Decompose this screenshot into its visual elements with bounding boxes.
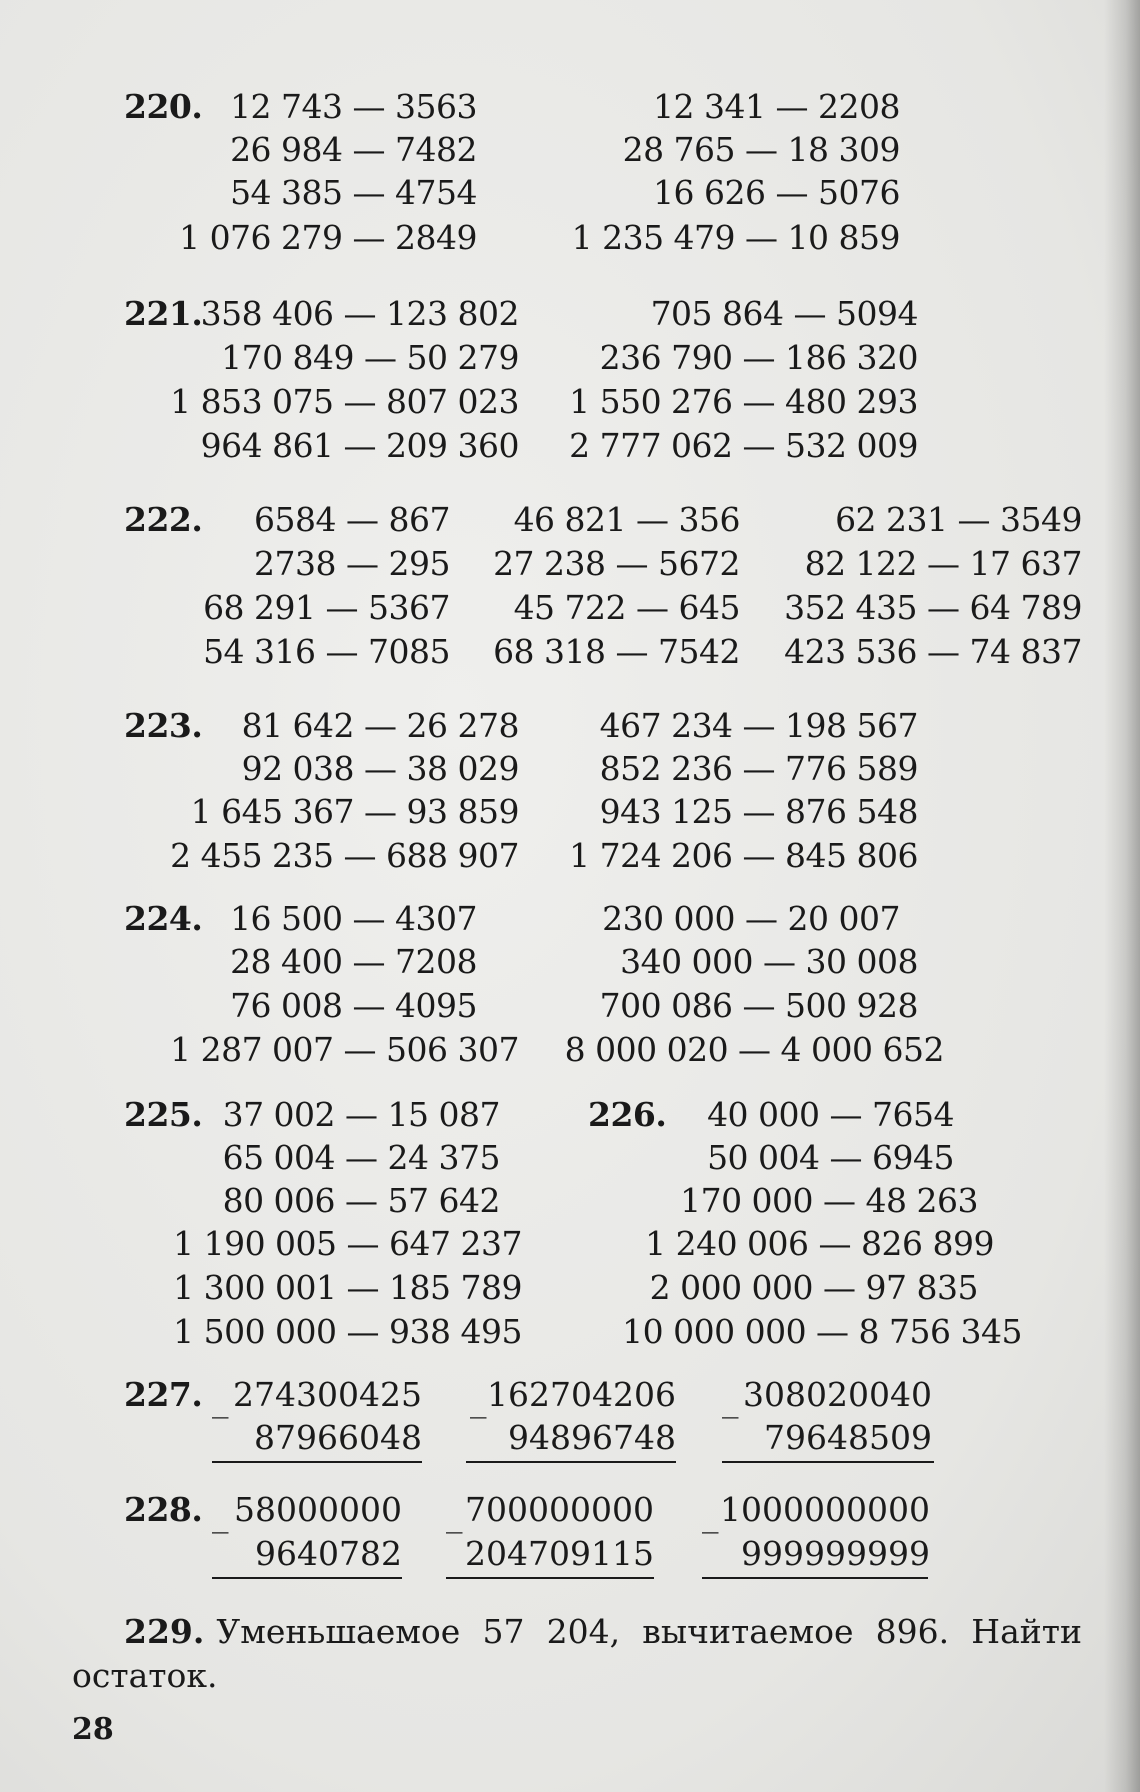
exercise-223-right-2: 852 236 — 776 589	[599, 749, 918, 788]
exercise-220-left-1: 12 743 — 3563	[230, 87, 477, 126]
exercise-220-right-2: 28 765 — 18 309	[622, 130, 900, 169]
exercise-224-left-4: 1 287 007 — 506 307	[170, 1030, 519, 1069]
problem-number-221: 221.	[124, 294, 203, 333]
exercise-222-col1-2: 2738 — 295	[254, 544, 450, 583]
exercise-220-left-3: 54 385 — 4754	[230, 173, 477, 212]
exercise-228-2-subtrahend: 204709115	[465, 1534, 654, 1573]
exercise-225-line-1: 37 002 — 15 087	[222, 1095, 500, 1134]
exercise-227-1-subtrahend: 87966048	[254, 1418, 422, 1457]
minus-sign: _	[212, 1495, 229, 1534]
exercise-221-left-1: 358 406 — 123 802	[200, 294, 519, 333]
page-number: 28	[72, 1712, 114, 1747]
problem-number-224: 224.	[124, 899, 203, 938]
exercise-222-col3-2: 82 122 — 17 637	[804, 544, 1082, 583]
exercise-222-col2-4: 68 318 — 7542	[493, 632, 740, 671]
result-line	[702, 1577, 928, 1579]
exercise-222-col3-1: 62 231 — 3549	[835, 500, 1082, 539]
exercise-224-right-1: 230 000 — 20 007	[602, 899, 900, 938]
exercise-223-right-1: 467 234 — 198 567	[599, 706, 918, 745]
exercise-224-right-2: 340 000 — 30 008	[620, 942, 918, 981]
exercise-225-line-6: 1 500 000 — 938 495	[173, 1312, 522, 1351]
minus-sign: _	[470, 1380, 487, 1419]
exercise-226-line-1: 40 000 — 7654	[707, 1095, 954, 1134]
exercise-222-col3-4: 423 536 — 74 837	[784, 632, 1082, 671]
exercise-227-2-minuend: 162704206	[487, 1375, 676, 1414]
exercise-222-col2-3: 45 722 — 645	[513, 588, 740, 627]
problem-number-228: 228.	[124, 1490, 203, 1529]
exercise-223-left-2: 92 038 — 38 029	[241, 749, 519, 788]
problem-number-220: 220.	[124, 87, 203, 126]
exercise-224-left-3: 76 008 — 4095	[230, 986, 477, 1025]
exercise-221-right-1: 705 864 — 5094	[650, 294, 918, 333]
exercise-225-line-5: 1 300 001 — 185 789	[173, 1268, 522, 1307]
exercise-227-3-subtrahend: 79648509	[764, 1418, 932, 1457]
exercise-221-left-2: 170 849 — 50 279	[221, 338, 519, 377]
exercise-228-2-minuend: 700000000	[465, 1490, 654, 1529]
exercise-222-col3-3: 352 435 — 64 789	[784, 588, 1082, 627]
exercise-222-col2-2: 27 238 — 5672	[493, 544, 740, 583]
minus-sign: _	[446, 1495, 463, 1534]
problem-number-227: 227.	[124, 1375, 203, 1414]
exercise-222-col1-1: 6584 — 867	[254, 500, 450, 539]
exercise-221-left-3: 1 853 075 — 807 023	[170, 382, 519, 421]
exercise-226-line-5: 2 000 000 — 97 835	[649, 1268, 978, 1307]
result-line	[446, 1577, 654, 1579]
exercise-226-line-6: 10 000 000 — 8 756 345	[622, 1312, 1022, 1351]
exercise-224-right-4: 8 000 020 — 4 000 652	[564, 1030, 944, 1069]
exercise-228-3-minuend: 1000000000	[720, 1490, 930, 1529]
exercise-225-line-4: 1 190 005 — 647 237	[173, 1224, 522, 1263]
problem-number-225: 225.	[124, 1095, 203, 1134]
exercise-220-left-4: 1 076 279 — 2849	[179, 218, 477, 257]
exercise-225-line-2: 65 004 — 24 375	[222, 1138, 500, 1177]
exercise-228-1-minuend: 58000000	[234, 1490, 402, 1529]
minus-sign: _	[702, 1495, 719, 1534]
exercise-220-right-1: 12 341 — 2208	[653, 87, 900, 126]
problem-number-226: 226.	[588, 1095, 667, 1134]
exercise-226-line-3: 170 000 — 48 263	[680, 1181, 978, 1220]
exercise-226-line-4: 1 240 006 — 826 899	[645, 1224, 994, 1263]
problem-number-223: 223.	[124, 706, 203, 745]
problem-number-222: 222.	[124, 500, 203, 539]
exercise-221-right-3: 1 550 276 — 480 293	[569, 382, 918, 421]
exercise-224-left-1: 16 500 — 4307	[230, 899, 477, 938]
result-line	[722, 1461, 934, 1463]
exercise-223-right-4: 1 724 206 — 845 806	[569, 836, 918, 875]
exercise-223-right-3: 943 125 — 876 548	[599, 792, 918, 831]
result-line	[212, 1577, 402, 1579]
exercise-220-left-2: 26 984 — 7482	[230, 130, 477, 169]
exercise-224-right-3: 700 086 — 500 928	[599, 986, 918, 1025]
result-line	[212, 1461, 422, 1463]
exercise-220-right-3: 16 626 — 5076	[653, 173, 900, 212]
exercise-227-1-minuend: 274300425	[233, 1375, 422, 1414]
exercise-229	[72, 1610, 1082, 1698]
minus-sign: _	[722, 1380, 739, 1419]
minus-sign: _	[212, 1380, 229, 1419]
exercise-227-3-minuend: 308020040	[743, 1375, 932, 1414]
exercise-224-left-2: 28 400 — 7208	[230, 942, 477, 981]
exercise-223-left-3: 1 645 367 — 93 859	[190, 792, 519, 831]
exercise-227-2-subtrahend: 94896748	[508, 1418, 676, 1457]
exercise-225-line-3: 80 006 — 57 642	[222, 1181, 500, 1220]
exercise-220-right-4: 1 235 479 — 10 859	[571, 218, 900, 257]
exercise-223-left-1: 81 642 — 26 278	[241, 706, 519, 745]
problem-number-229: 229.	[124, 1612, 205, 1651]
exercise-228-3-subtrahend: 999999999	[741, 1534, 930, 1573]
exercise-222-col1-3: 68 291 — 5367	[203, 588, 450, 627]
exercise-226-line-2: 50 004 — 6945	[707, 1138, 954, 1177]
exercise-221-right-2: 236 790 — 186 320	[599, 338, 918, 377]
exercise-222-col2-1: 46 821 — 356	[513, 500, 740, 539]
exercise-228-1-subtrahend: 9640782	[255, 1534, 402, 1573]
page-edge-shadow	[1104, 0, 1140, 1792]
result-line	[466, 1461, 676, 1463]
exercise-223-left-4: 2 455 235 — 688 907	[170, 836, 519, 875]
exercise-222-col1-4: 54 316 — 7085	[203, 632, 450, 671]
exercise-221-right-4: 2 777 062 — 532 009	[569, 426, 918, 465]
exercise-221-left-4: 964 861 — 209 360	[200, 426, 519, 465]
exercise-229-text: Уменьшаемое 57 204, вычитаемое 896. Найти остаток.	[72, 1612, 1082, 1695]
